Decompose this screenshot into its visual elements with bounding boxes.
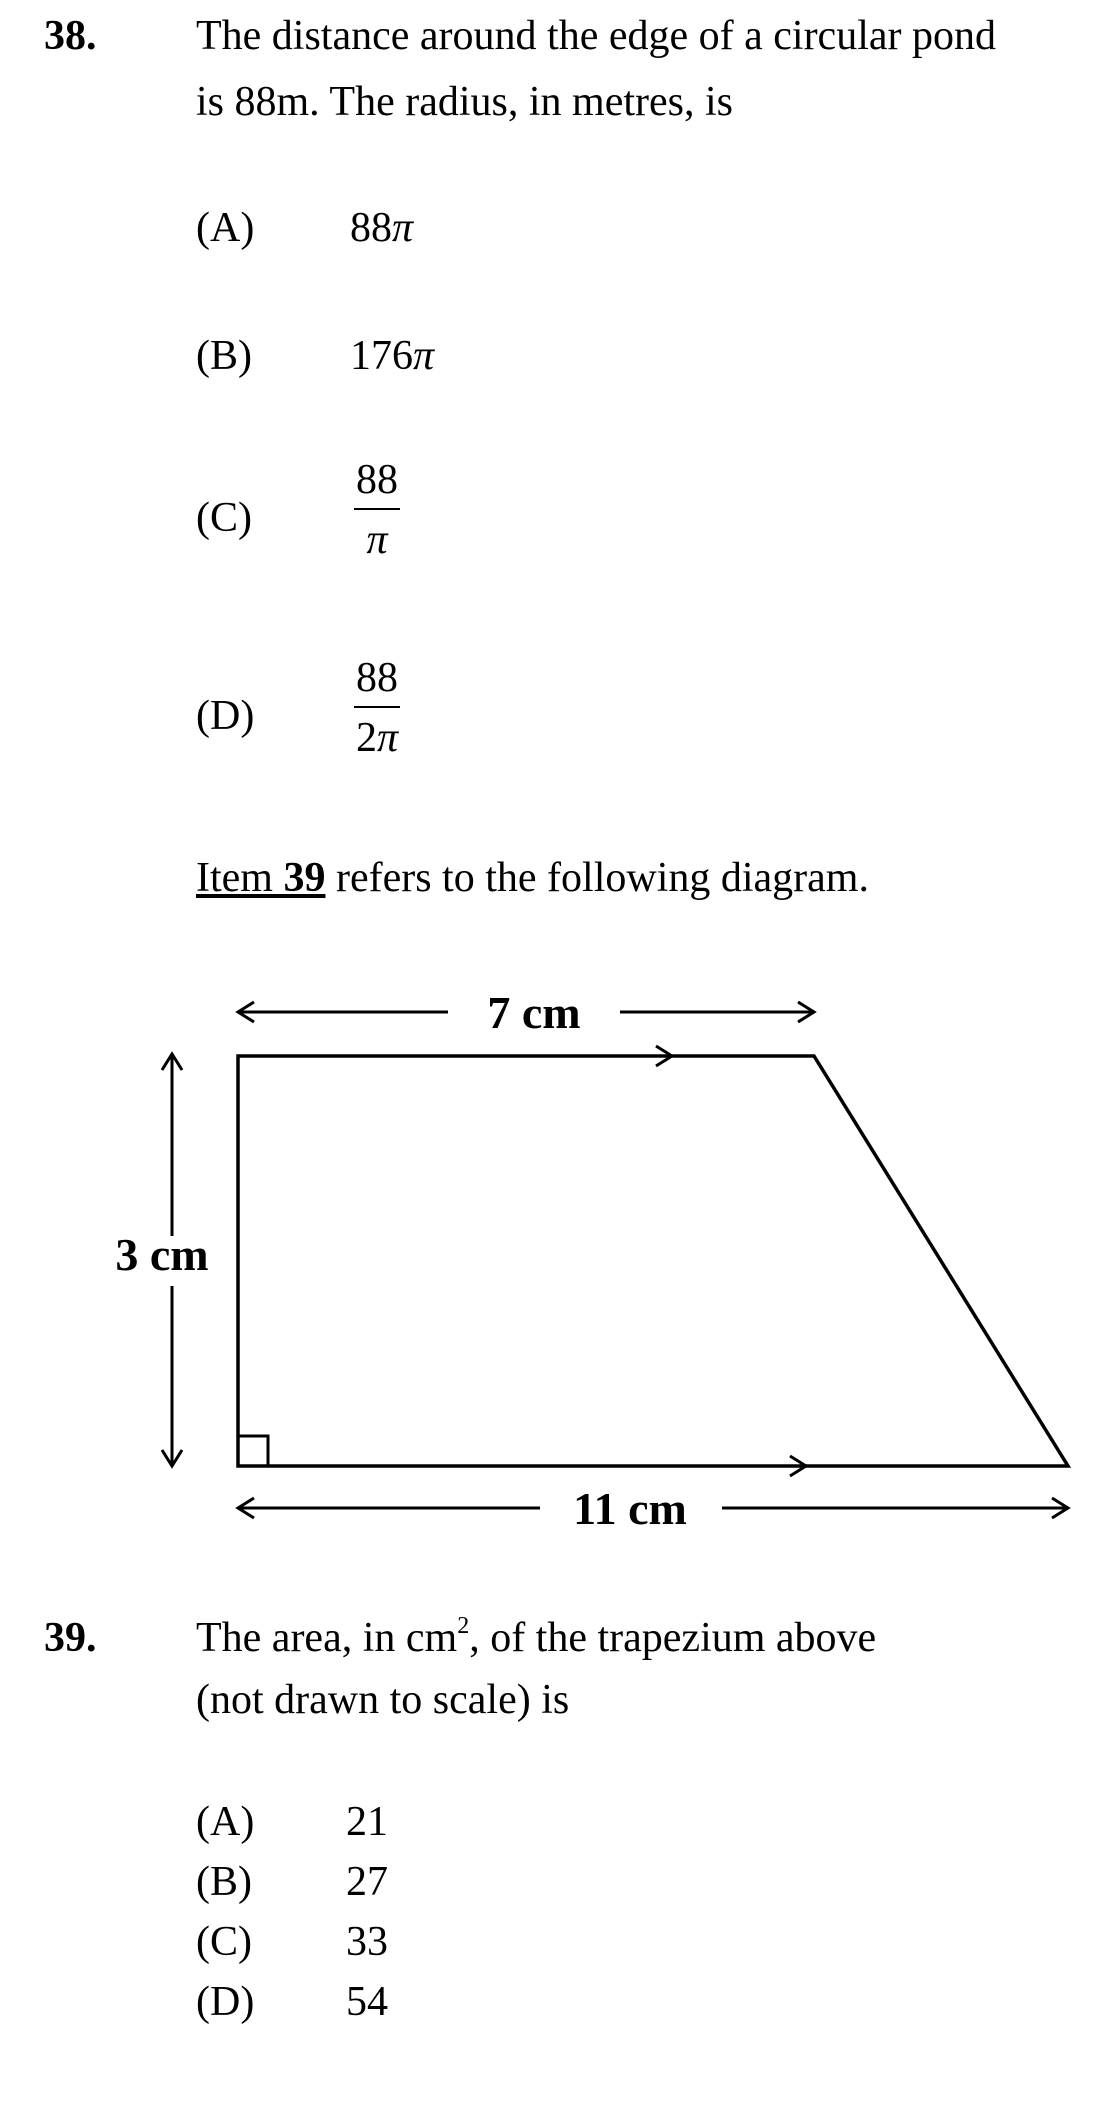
fraction-numerator: 88 [356, 655, 398, 701]
item-number: 39 [283, 855, 326, 901]
q39-option-c-letter: (C) [196, 1919, 252, 1965]
question-39-text-line2: (not drawn to scale) is [196, 1677, 570, 1723]
question-39-text-line1 [196, 1614, 876, 1662]
q38-option-a-num: 88 [350, 205, 392, 251]
pi-symbol: π [376, 715, 399, 761]
question-38-number: 38. [44, 13, 97, 59]
fraction-denominator: π [366, 517, 388, 563]
question-39-number: 39. [44, 1615, 97, 1661]
q39-option-b-value: 27 [346, 1859, 388, 1905]
top-side-label: 7 cm [487, 987, 581, 1038]
q39-line1-post: , of the trapezium above [469, 1615, 877, 1661]
q38-option-b-letter: (B) [196, 333, 252, 379]
q39-option-d-letter: (D) [196, 1979, 255, 2025]
q38-line2-value: 88 [234, 79, 277, 125]
q38-line2-pre: is [196, 79, 225, 125]
q39-line1-pre: The area, in cm [196, 1615, 458, 1661]
q38-option-a-letter: (A) [196, 205, 255, 251]
bottom-side-label: 11 cm [573, 1483, 687, 1534]
q38-option-d-letter: (D) [196, 693, 255, 739]
q39-option-d-value: 54 [346, 1979, 388, 2025]
item-word: Item [196, 855, 273, 901]
q39-option-a-letter: (A) [196, 1799, 255, 1845]
right-angle-marker [238, 1436, 268, 1466]
trapezium-shape [238, 1056, 1068, 1466]
q39-option-c-value: 33 [346, 1919, 388, 1965]
left-side-label: 3 cm [115, 1229, 209, 1280]
q39-option-a-value: 21 [346, 1799, 388, 1845]
q38-line2-post: m. The radius, in metres, is [276, 79, 733, 125]
q38-option-c-letter: (C) [196, 495, 252, 541]
q39-option-b-letter: (B) [196, 1859, 252, 1905]
q39-superscript: 2 [457, 1613, 470, 1639]
q38-option-b-num: 176 [350, 333, 413, 379]
fraction-numerator: 88 [356, 457, 398, 503]
pi-symbol: π [392, 205, 414, 251]
pi-symbol: π [413, 333, 435, 379]
item-reference-rest: refers to the following diagram. [335, 855, 869, 901]
question-38-text-line1: The distance around the edge of a circular pond [196, 13, 996, 59]
denominator-coefficient: 2 [355, 715, 377, 761]
